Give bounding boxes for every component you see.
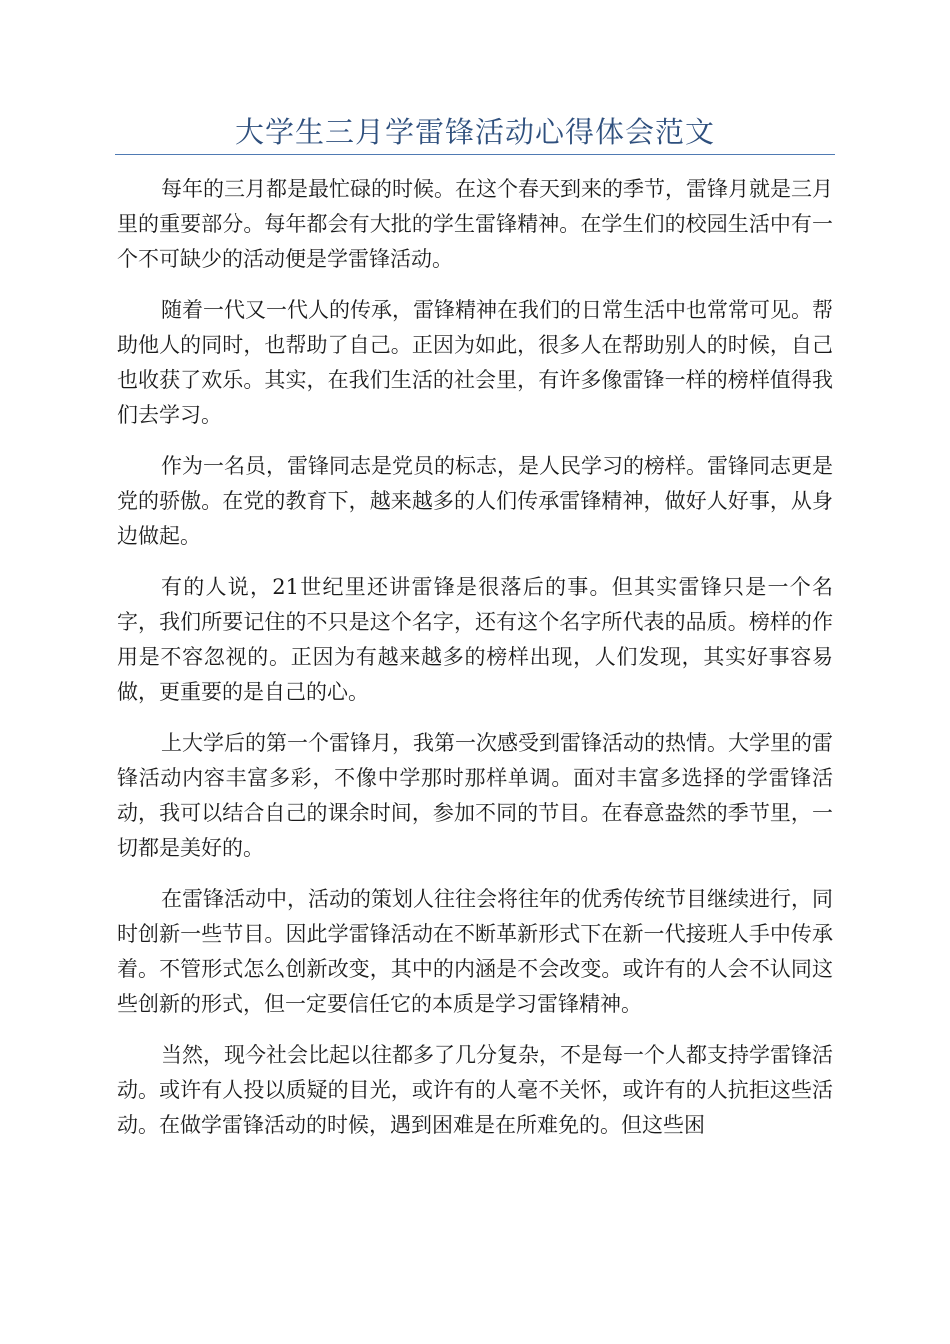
paragraph-7: 当然，现今社会比起以往都多了几分复杂，不是每一个人都支持学雷锋活动。或许有人投以质疑的目光，或许有的人毫不关怀，或许有的人抗拒这些活动。在做学雷锋活动的时候，遇到困难是在所难免的。但这些困 [117,1043,833,1137]
paragraph-2: 随着一代又一代人的传承，雷锋精神在我们的日常生活中也常常可见。帮助他人的同时，也帮助了自己。正因为如此，很多人在帮助别人的时候，自己也收获了欢乐。其实，在我们生活的社会里，有许多像雷锋一样的榜样值得我们去学习。 [117,298,833,427]
document-body [117,172,833,1159]
title-underline [115,154,835,155]
document-title: 大学生三月学雷锋活动心得体会范文 [234,115,715,149]
paragraph-4: 有的人说，21世纪里还讲雷锋是很落后的事。但其实雷锋只是一个名字，我们所要记住的不只是这个名字，还有这个名字所代表的品质。榜样的作用是不容忽视的。正因为有越来越多的榜样出现，人们发现，其实好事容易做，更重要的是自己的心。 [117,575,833,704]
paragraph-6: 在雷锋活动中，活动的策划人往往会将往年的优秀传统节目继续进行，同时创新一些节目。因此学雷锋活动在不断革新形式下在新一代接班人手中传承着。不管形式怎么创新改变，其中的内涵是不会改变。或许有的人会不认同这些创新的形式，但一定要信任它的本质是学习雷锋精神。 [117,887,833,1016]
paragraph-5: 上大学后的第一个雷锋月，我第一次感受到雷锋活动的热情。大学里的雷锋活动内容丰富多彩，不像中学那时那样单调。面对丰富多选择的学雷锋活动，我可以结合自己的课余时间，参加不同的节目。在春意盎然的季节里，一切都是美好的。 [117,731,833,860]
paragraph-1: 每年的三月都是最忙碌的时候。在这个春天到来的季节，雷锋月就是三月里的重要部分。每年都会有大批的学生雷锋精神。在学生们的校园生活中有一个不可缺少的活动便是学雷锋活动。 [117,177,833,271]
paragraph-3: 作为一名员，雷锋同志是党员的标志，是人民学习的榜样。雷锋同志更是党的骄傲。在党的教育下，越来越多的人们传承雷锋精神，做好人好事，从身边做起。 [117,454,833,548]
